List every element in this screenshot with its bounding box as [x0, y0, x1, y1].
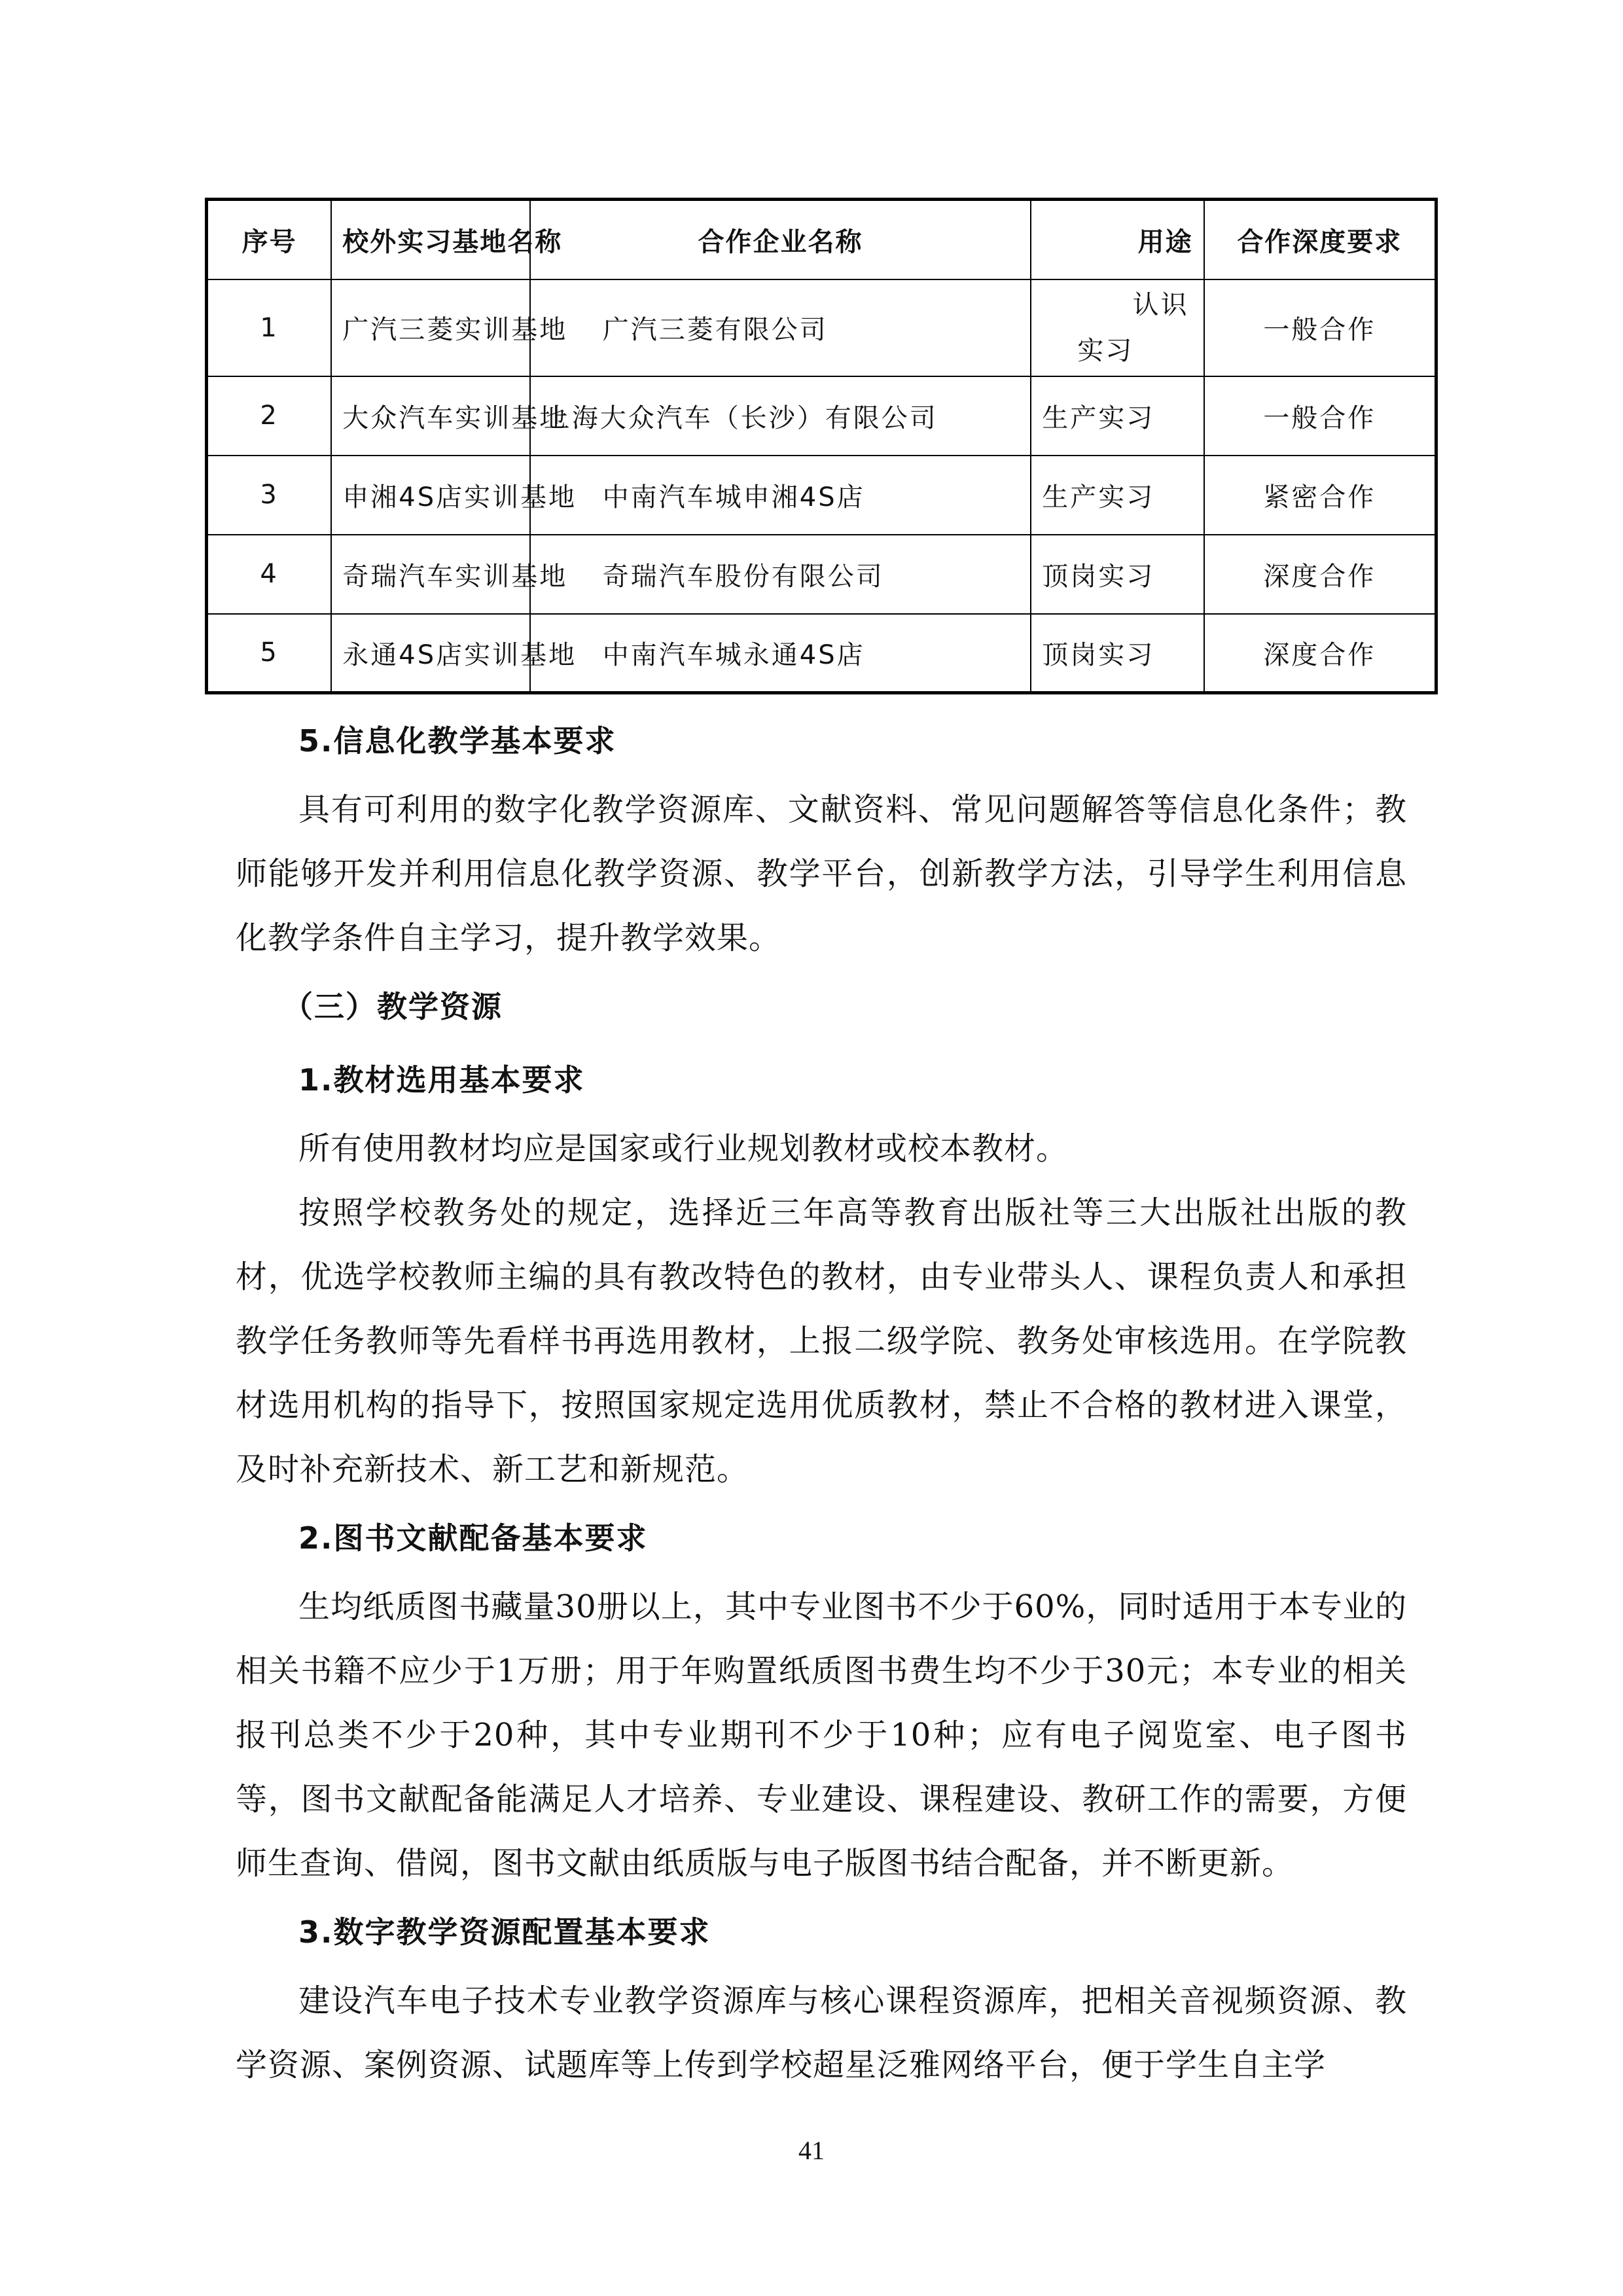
cell-use: 生产实习	[1031, 376, 1204, 456]
section-heading-info-teaching: 5.信息化教学基本要求	[298, 723, 616, 759]
paragraph-textbook-1: 所有使用教材均应是国家或行业规划教材或校本教材。	[298, 1130, 1069, 1167]
cell-serial-number: 4	[207, 535, 332, 614]
table-row	[207, 535, 1436, 614]
cell-cooperation-depth: 一般合作	[1204, 376, 1436, 456]
practice-base-table-container	[205, 198, 1438, 694]
section-heading-digital-resources: 3.数字教学资源配置基本要求	[298, 1914, 711, 1950]
practice-base-table	[205, 198, 1438, 694]
header-base-name: 校外实习基地名称	[331, 200, 529, 279]
header-use: 用途	[1031, 200, 1204, 279]
cell-base-name: 广汽三菱实训基地	[331, 279, 529, 376]
paragraph-info-teaching: 具有可利用的数字化教学资源库、文献资料、常见问题解答等信息化条件；教师能够开发并利用信息化教学资源、教学平台，创新教学方法，引导学生利用信息化教学条件自主学习，提升教学效果。	[236, 791, 1407, 956]
cell-enterprise-name: 奇瑞汽车股份有限公司	[530, 535, 1031, 614]
section-heading-textbook: 1.教材选用基本要求	[298, 1062, 585, 1098]
paragraph-textbook-2: 按照学校教务处的规定，选择近三年高等教育出版社等三大出版社出版的教材，优选学校教师主编的具有教改特色的教材，由专业带头人、课程负责人和承担教学任务教师等先看样书再选用教材，上报二级学院、教务处审核选用。在学院教材选用机构的指导下，按照国家规定选用优质教材，禁止不合格的教材进入课堂，及时补充新技术、新工艺和新规范。	[236, 1194, 1407, 1488]
cell-enterprise-name: 广汽三菱有限公司	[530, 279, 1031, 376]
section-heading-teaching-resources: （三）教学资源	[283, 989, 503, 1024]
document-body	[236, 704, 1407, 2097]
cell-use-line2: 实习	[1077, 335, 1134, 366]
cell-serial-number: 3	[207, 456, 332, 535]
table-row	[207, 279, 1436, 376]
cell-enterprise-name: 上海大众汽车（长沙）有限公司	[530, 376, 1031, 456]
table-row	[207, 614, 1436, 693]
cell-serial-number: 2	[207, 376, 332, 456]
table-row	[207, 456, 1436, 535]
cell-base-name: 申湘4S店实训基地	[331, 456, 529, 535]
table-header-row	[207, 200, 1436, 279]
cell-base-name: 奇瑞汽车实训基地	[331, 535, 529, 614]
cell-cooperation-depth: 紧密合作	[1204, 456, 1436, 535]
cell-use: 顶岗实习	[1031, 614, 1204, 693]
cell-serial-number: 1	[207, 279, 332, 376]
paragraph-digital-resources: 建设汽车电子技术专业教学资源库与核心课程资源库，把相关音视频资源、教学资源、案例资源、试题库等上传到学校超星泛雅网络平台，便于学生自主学	[236, 1982, 1407, 2083]
cell-use: 顶岗实习	[1031, 535, 1204, 614]
cell-serial-number: 5	[207, 614, 332, 693]
table-row	[207, 376, 1436, 456]
cell-cooperation-depth: 深度合作	[1204, 614, 1436, 693]
cell-cooperation-depth: 一般合作	[1204, 279, 1436, 376]
page-number: 41	[798, 2136, 825, 2165]
header-serial-number: 序号	[207, 200, 332, 279]
section-heading-library: 2.图书文献配备基本要求	[298, 1520, 648, 1556]
cell-use: 生产实习	[1031, 456, 1204, 535]
cell-use	[1031, 279, 1204, 376]
cell-cooperation-depth: 深度合作	[1204, 535, 1436, 614]
cell-enterprise-name: 中南汽车城申湘4S店	[530, 456, 1031, 535]
header-enterprise-name: 合作企业名称	[530, 200, 1031, 279]
cell-base-name: 大众汽车实训基地	[331, 376, 529, 456]
cell-base-name: 永通4S店实训基地	[331, 614, 529, 693]
cell-enterprise-name: 中南汽车城永通4S店	[530, 614, 1031, 693]
header-cooperation-depth: 合作深度要求	[1204, 200, 1436, 279]
paragraph-library: 生均纸质图书藏量30册以上，其中专业图书不少于60%，同时适用于本专业的相关书籍不应少于1万册；用于年购置纸质图书费生均不少于30元；本专业的相关报刊总类不少于20种，其中专业期刊不少于10种；应有电子阅览室、电子图书等，图书文献配备能满足人才培养、专业建设、课程建设、教研工作的需要，方便师生查询、借阅，图书文献由纸质版与电子版图书结合配备，并不断更新。	[236, 1588, 1407, 1882]
cell-use-line1: 认识	[1132, 289, 1189, 320]
